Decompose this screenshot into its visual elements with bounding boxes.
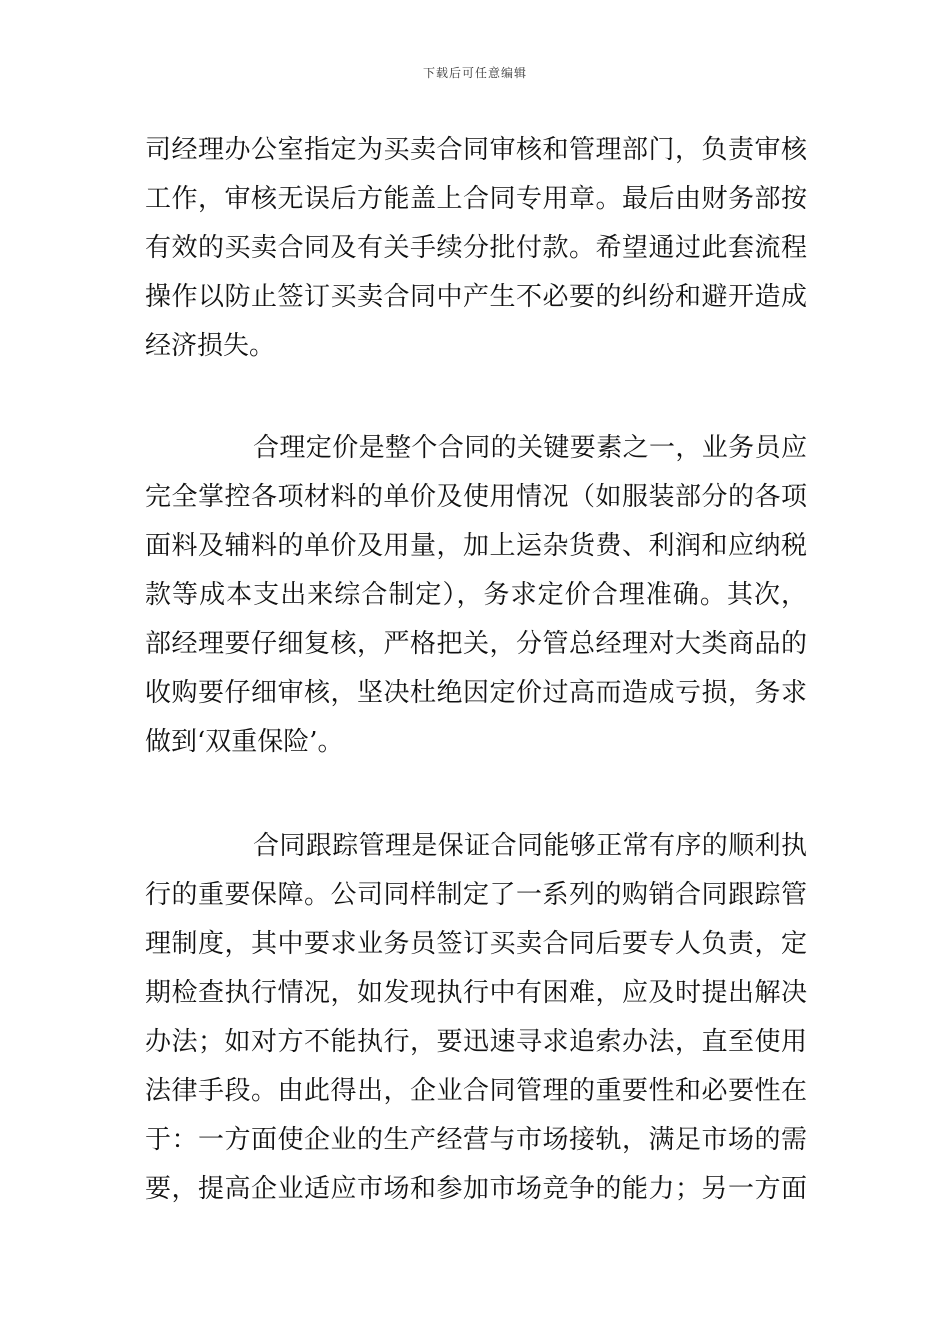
text-line: 操作以防止签订买卖合同中产生不必要的纠纷和避开造成 xyxy=(145,282,807,312)
text-line: 合同跟踪管理是保证合同能够正常有序的顺利执 xyxy=(253,831,807,861)
text-line: 有效的买卖合同及有关手续分批付款。希望通过此套流程 xyxy=(145,233,807,263)
text-line: 经济损失。 xyxy=(145,331,276,361)
text-line: 部经理要仔细复核，严格把关，分管总经理对大类商品的 xyxy=(145,629,807,659)
text-line: 工作，审核无误后方能盖上合同专用章。最后由财务部按 xyxy=(145,184,807,214)
text-line: 期检查执行情况，如发现执行中有困难，应及时提出解决 xyxy=(145,978,807,1008)
text-line: 于：一方面使企业的生产经营与市场接轨，满足市场的需 xyxy=(145,1125,807,1155)
text-line: 理制度，其中要求业务员签订买卖合同后要专人负责，定 xyxy=(145,929,807,959)
text-line: 法律手段。由此得出，企业合同管理的重要性和必要性在 xyxy=(145,1076,807,1106)
text-line: 要，提高企业适应市场和参加市场竞争的能力；另一方面 xyxy=(145,1174,807,1204)
text-line: 行的重要保障。公司同样制定了一系列的购销合同跟踪管 xyxy=(145,880,807,910)
text-line: 面料及辅料的单价及用量，加上运杂货费、利润和应纳税 xyxy=(145,531,807,561)
paragraph-3 xyxy=(145,822,807,1214)
text-line: 收购要仔细审核，坚决杜绝因定价过高而造成亏损，务求 xyxy=(145,678,807,708)
text-line: 做到‘双重保险’。 xyxy=(145,727,344,757)
page-header: 下载后可任意编辑 xyxy=(422,66,527,80)
text-line: 办法；如对方不能执行，要迅速寻求追索办法，直至使用 xyxy=(145,1027,807,1057)
text-line: 司经理办公室指定为买卖合同审核和管理部门，负责审核 xyxy=(145,135,807,165)
paragraph-1 xyxy=(145,126,807,371)
paragraph-2 xyxy=(145,424,807,767)
text-line: 完全掌控各项材料的单价及使用情况（如服装部分的各项 xyxy=(145,482,807,512)
text-line: 款等成本支出来综合制定），务求定价合理准确。其次， xyxy=(145,580,807,610)
text-line: 合理定价是整个合同的关键要素之一，业务员应 xyxy=(253,433,807,463)
